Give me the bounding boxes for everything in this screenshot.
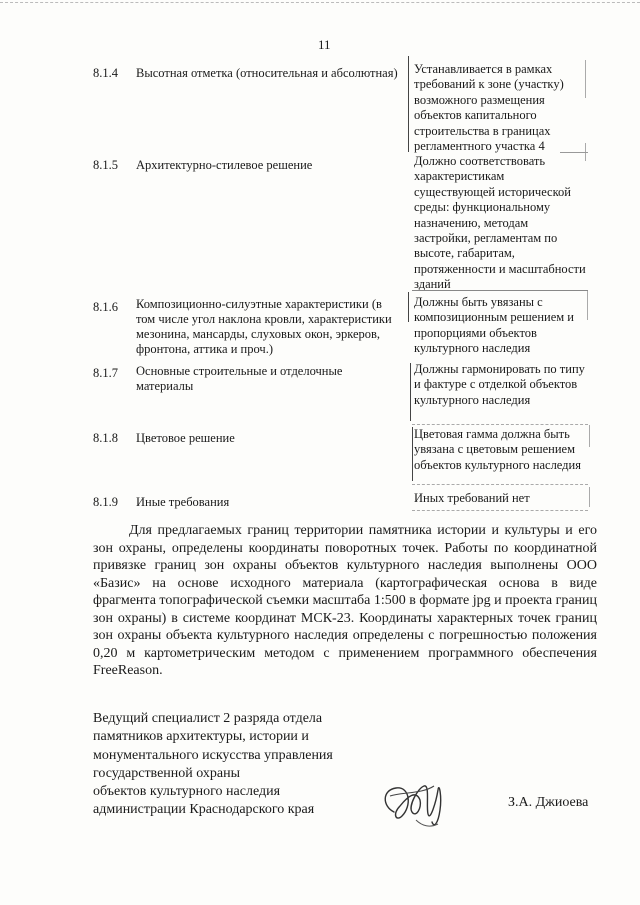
top-scan-edge bbox=[0, 2, 640, 3]
position-line: объектов культурного наследия bbox=[93, 784, 281, 800]
table-border bbox=[412, 424, 588, 425]
position-line: администрации Краснодарского края bbox=[93, 802, 315, 818]
row-label: Архитектурно-стилевое решение bbox=[136, 158, 313, 172]
table-border bbox=[412, 427, 413, 481]
table-border bbox=[408, 56, 409, 152]
row-number: 8.1.5 bbox=[93, 158, 118, 172]
row-number: 8.1.6 bbox=[93, 300, 118, 314]
row-number: 8.1.8 bbox=[93, 431, 118, 445]
row-value: Иных требований нет bbox=[414, 491, 530, 505]
table-border bbox=[585, 60, 586, 98]
table-border bbox=[589, 425, 590, 447]
row-label: Иные требования bbox=[136, 495, 230, 509]
page-number: 11 bbox=[318, 37, 331, 52]
row-label: Основные строительные и отделочные материалы bbox=[136, 364, 343, 393]
row-label: Цветовое решение bbox=[136, 431, 235, 445]
row-value: Должны быть увязаны с композиционным решением и пропорциями объектов культурного наследия bbox=[414, 295, 574, 356]
row-number: 8.1.7 bbox=[93, 366, 118, 380]
row-value: Устанавливается в рамках требований к зоне (участку) возможного размещения объектов капитального строительства в границах регламентного участка 4 bbox=[414, 62, 564, 154]
table-border bbox=[587, 290, 588, 320]
table-border bbox=[408, 292, 409, 322]
row-value: Цветовая гамма должна быть увязана с цветовым решением объектов культурного наследия bbox=[414, 427, 581, 472]
table-border bbox=[412, 484, 588, 485]
table-border bbox=[412, 510, 588, 511]
position-line: государственной охраны bbox=[93, 765, 241, 781]
handwritten-signature bbox=[372, 766, 467, 836]
row-label: Высотная отметка (относительная и абсолютная) bbox=[136, 66, 398, 80]
row-number: 8.1.4 bbox=[93, 66, 118, 80]
table-border bbox=[589, 487, 590, 507]
position-line: монументального искусства управления bbox=[93, 747, 333, 763]
row-value: Должны гармонировать по типу и фактуре с отделкой объектов культурного наследия bbox=[414, 362, 585, 407]
table-border bbox=[412, 290, 588, 291]
table-border bbox=[410, 363, 411, 421]
table-border bbox=[560, 152, 588, 153]
row-value: Должно соответствовать характеристикам существующей исторической среды: функциональному назначению, методам застройки, регламентам по высоте, габаритам, протяженности и масштабности зданий bbox=[414, 154, 586, 292]
coordinates-paragraph: Для предлагаемых границ территории памятника истории и культуры и его зон охраны, определены координаты поворотных точек. Работы по координатной привязке границ зон охраны объектов культурного наследия выполнены ООО «Базис» на основе исходного материала (картографическая основа в виде фрагмента топографической съемки масштаба 1:500 в формате jpg и проекта границ зон охраны) в системе координат МСК-23. Координаты характерных точек границ зон охраны объекта культурного наследия определены с погрешностью положения 0,20 м картометрическим методом с применением программного обеспечения FreeReason. bbox=[93, 523, 598, 678]
position-line: Ведущий специалист 2 разряда отдела bbox=[93, 711, 323, 726]
position-line: памятников архитектуры, истории и bbox=[93, 729, 309, 745]
row-number: 8.1.9 bbox=[93, 495, 118, 509]
signature-block bbox=[93, 710, 383, 820]
row-label: Композиционно-силуэтные характеристики (в том числе угол наклона кровли, характеристики мезонина, мансарды, слуховых окон, эркеров, фронтона, аттика и проч.) bbox=[136, 297, 392, 356]
signatory-name: З.А. Джиоева bbox=[508, 795, 589, 810]
